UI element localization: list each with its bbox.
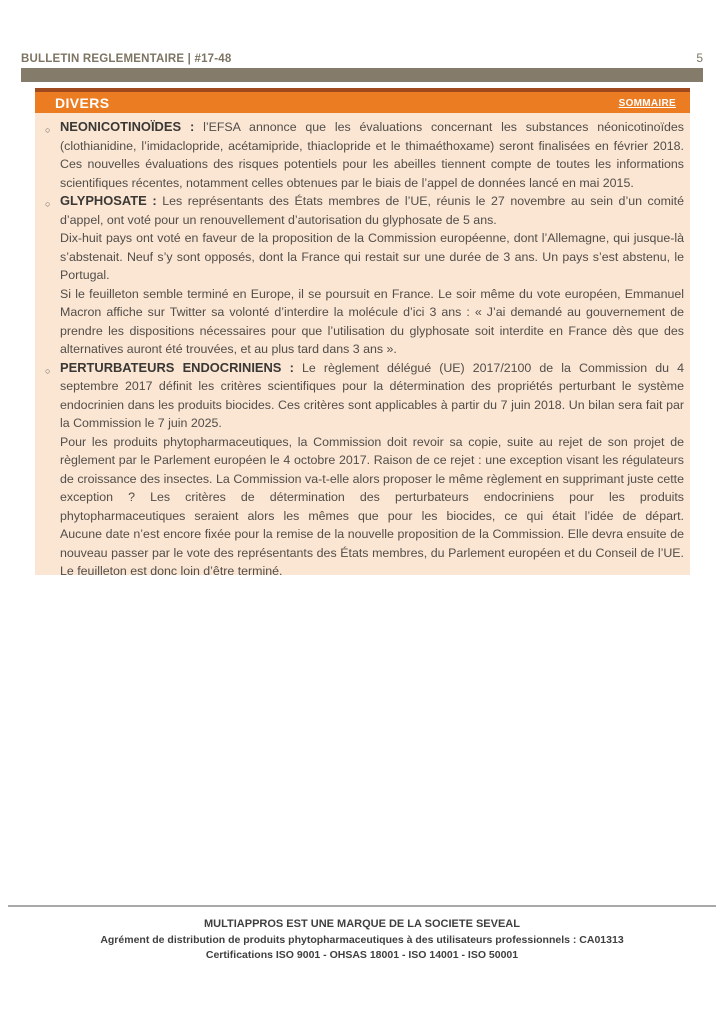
section-header-divers <box>35 88 690 114</box>
list-item-neonicotinoides <box>35 118 684 192</box>
footer-company-line: MULTIAPPROS EST UNE MARQUE DE LA SOCIETE SEVEAL <box>204 918 520 930</box>
item-paragraph: Aucune date n’est encore fixée pour la remise de la nouvelle proposition de la Commission. Elle devra ensuite de nouveau passer par le vote des représentants des États membres, du Parlement européen et du Conseil de l’UE. Le feuilleton est donc loin d’être terminé. <box>60 527 684 578</box>
bulletin-title: BULLETIN REGLEMENTAIRE | #17-48 <box>21 53 232 65</box>
item-paragraph <box>60 192 684 229</box>
circle-bullet-icon: ○ <box>45 365 51 376</box>
item-paragraph <box>60 359 684 433</box>
circle-bullet-icon: ○ <box>45 199 51 209</box>
item-text: Les représentants des États membres de l’UE, réunis le 27 novembre au sein d’un comité d’appel, ont voté pour un renouvellement d’autorisation du glyphosate de 5 ans. <box>60 194 685 227</box>
item-paragraph: Pour les produits phytopharmaceutiques, la Commission doit revoir sa copie, suite au rejet de son projet de règlement par le Parlement européen le 4 octobre 2017. Raison de ce rejet : une exception visant les régulateurs de croissance des insectes. La Commission va-t-elle alors proposer le même règlement en supprimant juste cette exception ? Les critères de détermination des perturbateurs endocriniens pour les produits phytopharmaceutiques seraient alors les mêmes que pour les biocides, ce qui était l’idée de départ. <box>60 434 684 523</box>
list-item-perturbateurs-endocriniens <box>35 359 684 581</box>
footer-divider <box>8 905 716 907</box>
item-text: l’EFSA annonce que les évaluations concernant les substances néonicotinoïdes (clothianidine, l’imidaclopride, acétamipride, thiaclopride et le thimaéthoxame) seront finalisées en février 2018. Ces nouvelles évaluations des risques potentiels pour les abeilles tiennent compte de toutes les informations scientifiques récentes, notamment celles obtenues par le biais de l’appel de données lancé en mai 2015. <box>60 120 684 190</box>
sommaire-link[interactable]: SOMMAIRE <box>618 97 676 109</box>
footer-agrement-line: Agrément de distribution de produits phytopharmaceutiques à des utilisateurs professionnels : CA01313 <box>100 933 624 946</box>
footer-certifications-line: Certifications ISO 9001 - OHSAS 18001 - ISO 14001 - ISO 50001 <box>205 949 519 961</box>
page-number: 5 <box>696 51 703 65</box>
section-title: DIVERS <box>55 95 110 111</box>
item-heading: NEONICOTINOÏDES : <box>60 119 195 134</box>
item-text: Le règlement délégué (UE) 2017/2100 de la Commission du 4 septembre 2017 définit les critères scientifiques pour la détermination des propriétés perturbant le système endocrinien dans les produits biocides. Ces critères sont applicables à partir du 7 juin 2018. Un bilan sera fait par la Commission le 7 juin 2025. <box>60 360 684 430</box>
header-rule-bar <box>21 68 703 82</box>
item-paragraph <box>60 118 684 192</box>
list-item-glyphosate <box>35 192 684 359</box>
page-header <box>21 51 703 65</box>
circle-bullet-icon: ○ <box>45 125 51 135</box>
page-footer <box>0 917 724 964</box>
item-heading: PERTURBATEURS ENDOCRINIENS : <box>60 359 294 375</box>
item-paragraph: Si le feuilleton semble terminé en Europe, il se poursuit en France. Le soir même du vote européen, Emmanuel Macron affiche sur Twitter sa volonté d’interdire la molécule d’ici 3 ans : « J’ai demandé au gouvernement de prendre les dispositions nécessaires pour que l’utilisation du glyphosate soit interdite en France dès que des alternatives auront été trouvées, et au plus tard dans 3 ans ». <box>60 286 684 356</box>
item-heading: GLYPHOSATE : <box>60 193 157 208</box>
divers-list <box>35 118 684 581</box>
divers-content-box <box>35 113 690 578</box>
item-paragraph: Dix-huit pays ont voté en faveur de la proposition de la Commission européenne, dont l’Allemagne, qui jusque-là s’abstenait. Neuf s’y sont opposés, dont la France qui restait sur une durée de 3 ans. Un pays s’est abstenu, le Portugal. <box>60 231 684 282</box>
